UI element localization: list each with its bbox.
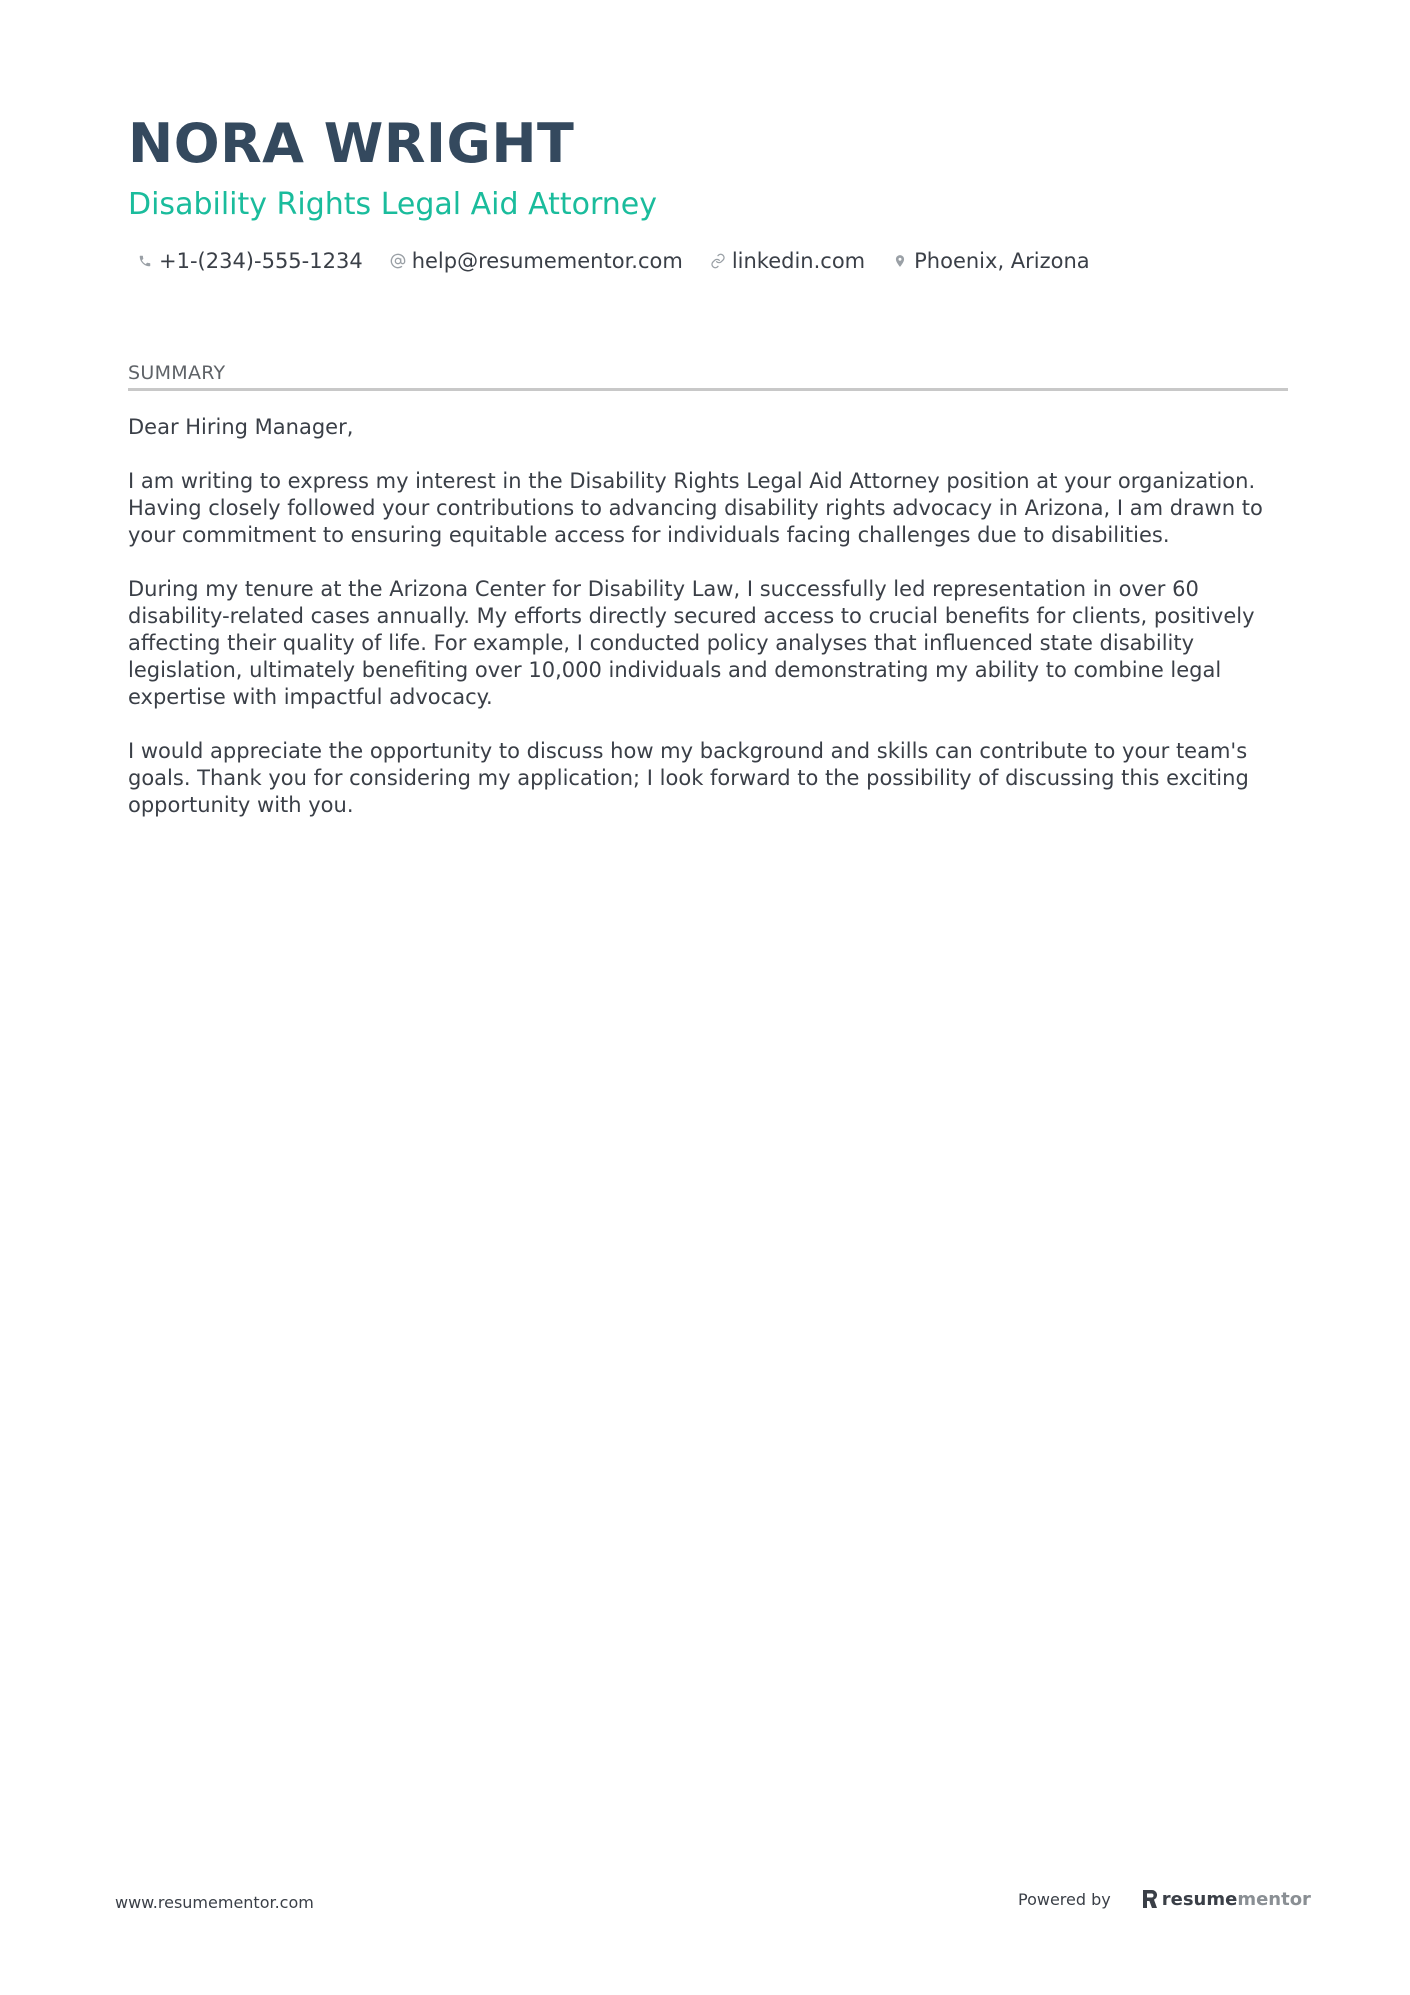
phone-icon (136, 252, 154, 270)
phone-text: +1-(234)-555-1234 (159, 249, 363, 273)
footer-website[interactable]: www.resumementor.com (115, 1893, 314, 1912)
letter-paragraph: During my tenure at the Arizona Center for Disability Law, I successfully led representation in over 60 disability-related cases annually. My efforts directly secured access to crucial benefits for clients, positively affecting their quality of life. For example, I conducted policy analyses that influenced state disability legislation, ultimately benefiting over 10,000 individuals and demonstrating my ability to combine legal expertise with impactful advocacy. (128, 577, 1255, 709)
contact-bar (136, 246, 1116, 276)
contact-location (891, 249, 1090, 273)
resumementor-logo-icon (1141, 1888, 1159, 1910)
brand-name-part1: resume (1161, 1888, 1238, 1910)
location-text: Phoenix, Arizona (914, 249, 1090, 273)
cover-letter-body (128, 414, 1288, 846)
header (128, 108, 1288, 224)
job-title: Disability Rights Legal Aid Attorney (128, 187, 657, 222)
contact-linkedin[interactable] (709, 249, 865, 273)
footer-branding (1018, 1888, 1311, 1910)
link-icon (709, 252, 727, 270)
linkedin-text[interactable]: linkedin.com (731, 249, 866, 273)
email-text[interactable]: help@resumementor.com (411, 249, 683, 273)
map-pin-icon (891, 252, 909, 270)
letter-paragraph: I would appreciate the opportunity to discuss how my background and skills can contribute to your team's goals. Thank you for considering my application; I look forward to the possibility of discussing this exciting opportunity with you. (128, 739, 1249, 817)
brand-name-part2: mentor (1237, 1888, 1311, 1910)
candidate-name: NORA WRIGHT (128, 112, 575, 175)
contact-phone (136, 249, 363, 273)
resumementor-logo[interactable] (1141, 1888, 1311, 1910)
letter-paragraph: I am writing to express my interest in the Disability Rights Legal Aid Attorney position at your organization. Having closely followed your contributions to advancing disability rights advocacy in Arizona, I am drawn to your commitment to ensuring equitable access for individuals facing challenges due to disabilities. (128, 469, 1263, 547)
powered-by-text: Powered by (1018, 1889, 1111, 1909)
contact-email[interactable] (389, 249, 683, 273)
summary-heading: SUMMARY (128, 360, 1288, 391)
at-icon (389, 252, 407, 270)
salutation: Dear Hiring Manager, (128, 415, 354, 439)
